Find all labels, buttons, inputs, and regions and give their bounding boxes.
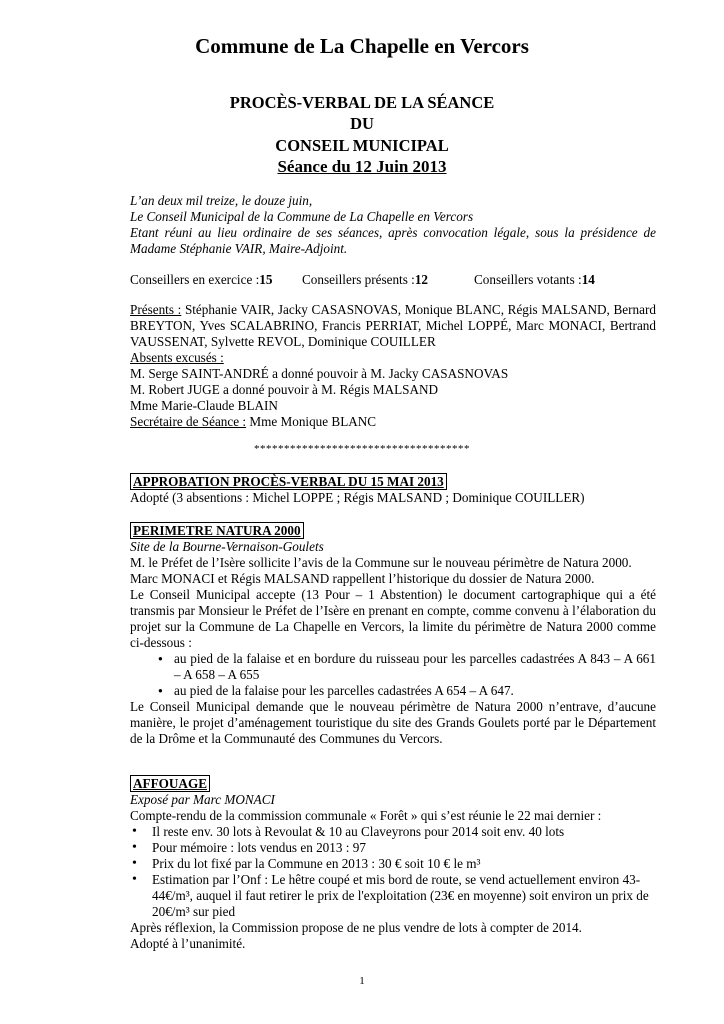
approbation-heading: APPROBATION PROCÈS-VERBAL DU 15 MAI 2013 [130,473,447,490]
list-item: • Il reste env. 30 lots à Revoulat & 10 au Claveyrons pour 2014 soit env. 40 lots [130,824,656,840]
list-item: • Estimation par l’Onf : Le hêtre coupé et mis bord de route, se vend actuellement environ 43-44€/m³, auquel il faut retirer le prix de l'exploitation (23€ en moyenne) soit environ un prix de 20€/m³ sur pied [130,872,656,920]
page-number: 1 [359,975,365,987]
pv-title-du: DU [350,114,374,133]
presents-list: Stéphanie VAIR, Jacky CASASNOVAS, Monique BLANC, Régis MALSAND, Bernard BREYTON, Yves SCALABRINO, Francis PERRIAT, Michel LOPPÉ, Marc MONACI, Bertrand VAUSSENAT, Sylvette REVOL, Dominique COUILLER [130,302,656,349]
list-item: ● au pied de la falaise et en bordure du ruisseau pour les parcelles cadastrées A 843 – A 661 – A 658 – A 655 [130,651,656,683]
section-affouage [130,775,656,952]
natura-heading: PERIMETRE NATURA 2000 [130,522,304,539]
list-item: ● au pied de la falaise pour les parcelles cadastrées A 654 – A 647. [130,683,656,699]
absents-label: Absents excusés : [130,350,224,365]
commune-title: Commune de La Chapelle en Vercors [195,34,529,58]
count-votants: Conseillers votants :14 [474,272,595,287]
natura-paragraph-3: Le Conseil Municipal accepte (13 Pour – 1 Abstention) le document cartographique qui a été transmis par Monsieur le Préfet de l’Isère en prenant en compte, comme convenu à l’élaboration du projet sur la Commune de La Chapelle en Vercors, la limite du périmètre de Natura 2000 comme ci-dessous : [130,587,656,650]
affouage-heading: AFFOUAGE [130,775,210,792]
approbation-text: Adopté (3 absentions : Michel LOPPE ; Régis MALSAND ; Dominique COUILLER) [130,490,585,505]
intro-line-2: Le Conseil Municipal de la Commune de La Chapelle en Vercors [130,209,474,224]
natura-paragraph-4: Le Conseil Municipal demande que le nouveau périmètre de Natura 2000 n’entrave, d’aucune manière, le projet d’aménagement touristique du site des Grands Goulets porté par le Département de la Drôme et la Communauté des Communes du Vercors. [130,699,656,746]
secretaire-name: Mme Monique BLANC [246,414,377,429]
absent-1: M. Serge SAINT-ANDRÉ a donné pouvoir à M. Jacky CASASNOVAS [130,366,509,381]
intro-line-3: Etant réuni au lieu ordinaire de ses séances, après convocation légale, sous la présidence de Madame Stéphanie VAIR, Maire-Adjoint. [130,225,656,256]
affouage-paragraph-1: Après réflexion, la Commission propose de ne plus vendre de lots à compter de 2014. [130,920,582,935]
seance-date-title: Séance du 12 Juin 2013 [277,157,447,176]
absent-3: Mme Marie-Claude BLAIN [130,398,278,413]
presents-paragraph [130,302,656,350]
intro-block [130,193,656,257]
affouage-bullet-list [130,824,656,920]
natura-bullet-list [130,651,656,699]
natura-paragraph-1: M. le Préfet de l’Isère sollicite l’avis de la Commune sur le nouveau périmètre de Natura 2000. [130,555,632,570]
list-item: • Prix du lot fixé par la Commune en 2013 : 30 € soit 10 € le m³ [130,856,656,872]
affouage-paragraph-2: Adopté à l’unanimité. [130,936,246,951]
natura-subtitle: Site de la Bourne-Vernaison-Goulets [130,539,324,554]
count-exercice: Conseillers en exercice :15 [130,272,273,287]
list-item: • Pour mémoire : lots vendus en 2013 : 97 [130,840,656,856]
section-natura [130,522,656,747]
affouage-subtitle: Exposé par Marc MONACI [130,792,275,807]
pv-title: PROCÈS-VERBAL DE LA SÉANCE [229,93,495,112]
section-approbation [130,473,656,506]
affouage-intro: Compte-rendu de la commission communale « Forêt » qui s’est réunie le 22 mai dernier : [130,808,602,823]
counts-row [130,272,656,288]
separator-stars: ************************************ [254,443,470,455]
secretaire-label: Secrétaire de Séance : [130,414,247,429]
count-presents: Conseillers présents :12 [302,272,428,287]
natura-paragraph-2: Marc MONACI et Régis MALSAND rappellent l’historique du dossier de Natura 2000. [130,571,595,586]
absent-2: M. Robert JUGE a donné pouvoir à M. Régis MALSAND [130,382,439,397]
presents-label: Présents : [130,302,182,317]
intro-line-1: L’an deux mil treize, le douze juin, [130,193,313,208]
secretaire-paragraph [130,414,656,430]
attendance-block [130,302,656,430]
pv-title-conseil: CONSEIL MUNICIPAL [275,136,449,155]
